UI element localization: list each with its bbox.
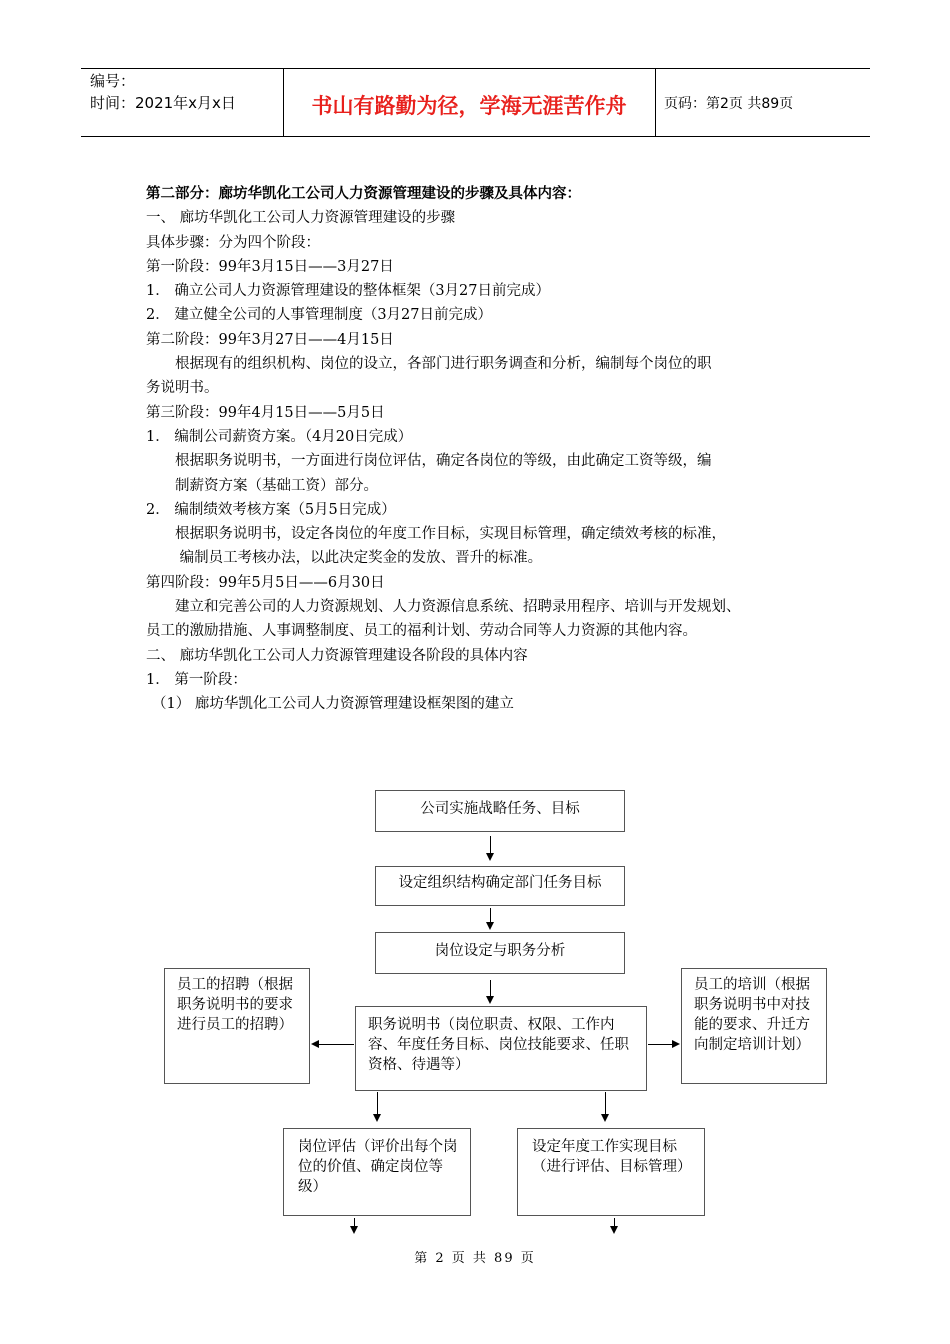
header-meta — [90, 70, 236, 114]
body-line: 员工的激励措施、人事调整制度、员工的福利计划、劳动合同等人力资源的其他内容。 — [146, 623, 697, 640]
arrow-down-icon — [486, 853, 494, 861]
document-number: 编号： — [90, 72, 136, 90]
flow-box-strategy: 公司实施战略任务、目标 — [375, 790, 625, 832]
body-line: 第四阶段：99年5月5日——6月30日 — [146, 574, 385, 591]
header-divider — [655, 68, 656, 136]
body-line: 编制员工考核办法，以此决定奖金的发放、晋升的标准。 — [146, 550, 543, 567]
body-line: 一、 廊坊华凯化工公司人力资源管理建设的步骤 — [146, 210, 456, 227]
body-line: 2． 编制绩效考核方案（5月5日完成） — [146, 501, 396, 518]
body-line: 根据职务说明书，设定各岗位的年度工作目标，实现目标管理，确定绩效考核的标准， — [146, 526, 726, 543]
flow-box-training: 员工的培训（根据职务说明书中对技能的要求、升迁方向制定培训计划） — [681, 968, 827, 1084]
flow-box-job-analysis: 岗位设定与职务分析 — [375, 932, 625, 974]
body-line: 建立和完善公司的人力资源规划、人力资源信息系统、招聘录用程序、培训与开发规划、 — [146, 599, 741, 616]
body-line: 二、 廊坊华凯化工公司人力资源管理建设各阶段的具体内容 — [146, 647, 528, 664]
body-line: 具体步骤：分为四个阶段： — [146, 234, 320, 251]
body-line: 第三阶段：99年4月15日——5月5日 — [146, 404, 385, 421]
arrow-right-icon — [672, 1040, 680, 1048]
body-line: 第二阶段：99年3月27日——4月15日 — [146, 331, 394, 348]
footer-page-number: 第 2 页 共 89 页 — [414, 1251, 536, 1266]
flow-box-job-description: 职务说明书（岗位职责、权限、工作内容、年度任务目标、岗位技能要求、任职资格、待遇等） — [355, 1006, 647, 1091]
document-body — [146, 182, 826, 717]
body-line: 1． 编制公司薪资方案。（4月20日完成） — [146, 428, 413, 445]
body-line: 制薪资方案（基础工资）部分。 — [146, 477, 378, 494]
arrow-down-icon — [486, 922, 494, 930]
document-time: 时间：2021年x月x日 — [90, 94, 236, 112]
arrow-down-icon — [486, 996, 494, 1004]
body-line: 2． 建立健全公司的人事管理制度（3月27日前完成） — [146, 307, 493, 324]
flow-connector — [318, 1044, 354, 1045]
arrow-down-icon — [610, 1226, 618, 1234]
flow-connector — [605, 1092, 606, 1116]
flow-connector — [648, 1044, 674, 1045]
header-page-number: 页码：第2页 共89页 — [664, 96, 794, 112]
body-line: 1． 第一阶段： — [146, 671, 247, 688]
flow-box-annual-goals: 设定年度工作实现目标（进行评估、目标管理） — [517, 1128, 705, 1216]
arrow-down-icon — [350, 1226, 358, 1234]
flow-box-org-structure: 设定组织结构确定部门任务目标 — [375, 866, 625, 906]
arrow-down-icon — [373, 1114, 381, 1122]
body-line: 1． 确立公司人力资源管理建设的整体框架（3月27日前完成） — [146, 283, 551, 300]
flow-box-job-evaluation: 岗位评估（评价出每个岗位的价值、确定岗位等级） — [283, 1128, 471, 1216]
section-heading: 第二部分：廊坊华凯化工公司人力资源管理建设的步骤及具体内容： — [146, 186, 581, 202]
flow-box-recruitment: 员工的招聘（根据职务说明书的要求进行员工的招聘） — [164, 968, 310, 1084]
flow-connector — [377, 1092, 378, 1116]
body-line: 根据现有的组织机构、岗位的设立，各部门进行职务调查和分析，编制每个岗位的职 — [146, 356, 712, 373]
arrow-down-icon — [601, 1114, 609, 1122]
header-motto: 书山有路勤为径，学海无涯苦作舟 — [311, 94, 627, 118]
body-line: 根据职务说明书，一方面进行岗位评估，确定各岗位的等级，由此确定工资等级，编 — [146, 453, 712, 470]
body-line: 务说明书。 — [146, 380, 219, 397]
body-line: 第一阶段：99年3月15日——3月27日 — [146, 258, 394, 275]
arrow-left-icon — [311, 1040, 319, 1048]
body-line: （1） 廊坊华凯化工公司人力资源管理建设框架图的建立 — [152, 696, 514, 713]
